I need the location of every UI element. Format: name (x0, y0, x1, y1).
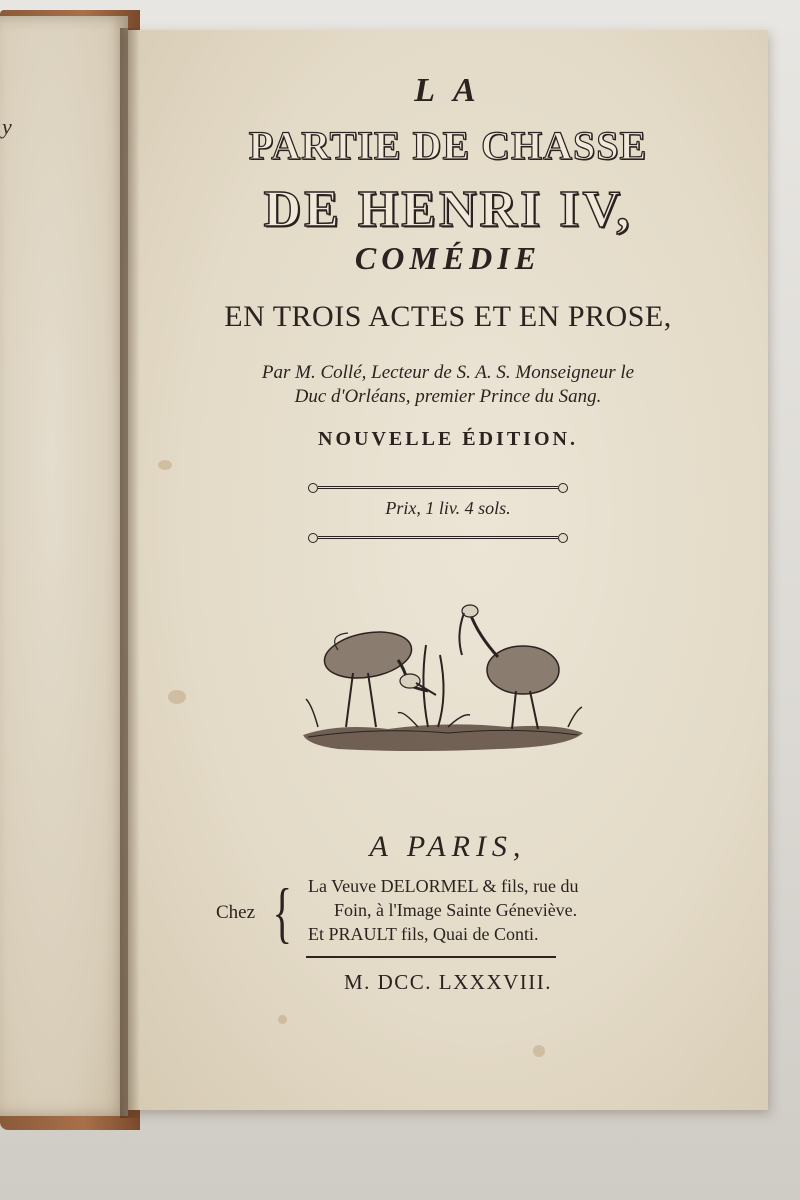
price-line: Prix, 1 liv. 4 sols. (385, 498, 511, 518)
imprint-date: M. DCC. LXXXVIII. (343, 970, 553, 994)
author-line-1: Par M. Collé, Lecteur de S. A. S. Monseigneur le (261, 362, 635, 383)
chez-label: Chez (216, 902, 256, 923)
publisher-line-1: La Veuve DELORMEL & fils, rue du (308, 876, 579, 896)
ornamental-rule-bottom (318, 536, 558, 539)
brace-icon: { (272, 874, 293, 950)
verso-page (0, 16, 128, 1116)
title-page (128, 30, 768, 1110)
ornamental-rule-top (318, 486, 558, 489)
date-rule (306, 956, 556, 958)
foxing-spot (158, 460, 172, 470)
title-line-partie: PARTIE DE CHASSE (248, 123, 648, 168)
genre-line: COMÉDIE (354, 240, 542, 276)
author-line-2: Duc d'Orléans, premier Prince du Sang. (294, 386, 602, 407)
verso-mark: y (2, 114, 12, 139)
heron-vignette-icon (298, 595, 588, 760)
title-article: L A (414, 72, 482, 109)
foxing-spot (168, 690, 186, 704)
title-line-henri: DE HENRI IV, (263, 181, 633, 238)
publisher-line-3: Et PRAULT fils, Quai de Conti. (308, 924, 539, 944)
place-line: A PARIS, (369, 830, 527, 863)
publisher-line-2: Foin, à l'Image Sainte Géneviève. (334, 900, 578, 920)
edition-line: NOUVELLE ÉDITION. (318, 428, 578, 450)
foxing-spot (278, 1015, 287, 1024)
acts-line: EN TROIS ACTES ET EN PROSE, (224, 300, 672, 333)
foxing-spot (533, 1045, 545, 1057)
gutter-shadow (120, 28, 140, 1118)
